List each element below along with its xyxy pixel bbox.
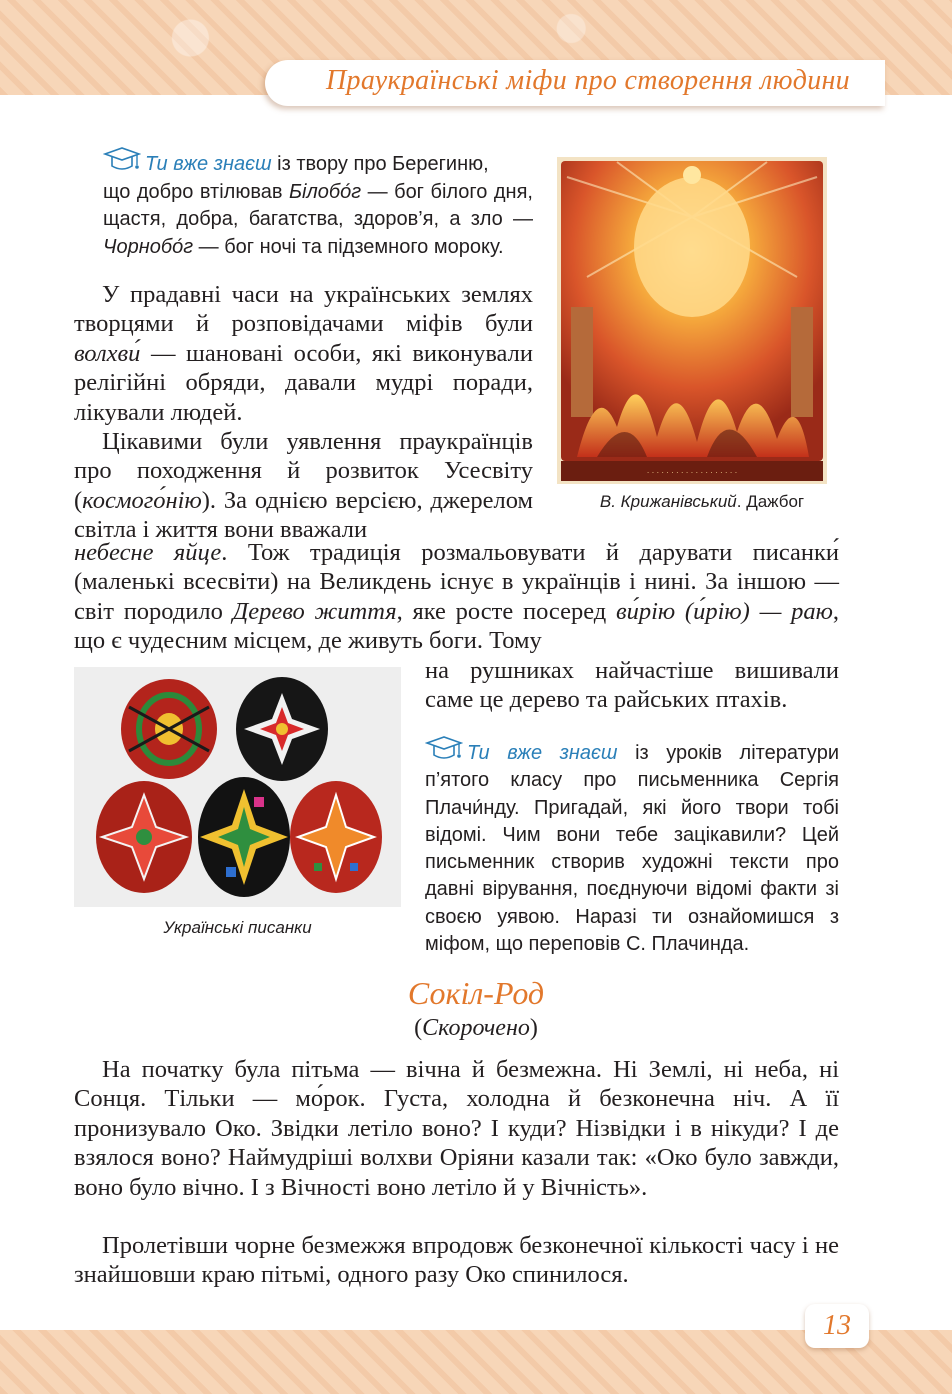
note-line-4 bbox=[103, 234, 533, 262]
caption-title: . Дажбог bbox=[736, 492, 805, 511]
note-line-1 bbox=[103, 146, 533, 179]
note-text: із уроків літератури п’ятого класу про письменника Сергія Плачи́нду. Пригадай, які його твори тобі відомі. Чим вони тебе зацікавили? Цей письменник створив художні тексти про давні вірування, поєднуючи відомі факти зі своєю уявою. Наразі ти ознайомишся з міфом, що переповів С. Плачинда. bbox=[425, 742, 839, 956]
note-text: — бог білого дня, bbox=[361, 180, 533, 203]
paragraph-cosmogony-end: на рушниках найчастіше вишивали саме це дерево та райських птахів. bbox=[425, 657, 839, 714]
story-paragraph-2: Пролетівши чорне безмежжя впродовж безконечної кількості часу і не знайшовши краю пітьмі, одного разу Око спинилося. bbox=[74, 1232, 839, 1289]
note-you-know-2 bbox=[425, 735, 839, 958]
note-line-2 bbox=[103, 179, 533, 207]
paragraph-text: — шановані особи, які виконували релігійні обряди, давали мудрі поради, лікували людей. bbox=[74, 339, 533, 426]
term-volkhvy: волхви́ bbox=[74, 339, 141, 367]
pysanky-image bbox=[74, 667, 401, 907]
note-lead: Ти вже знаєш bbox=[145, 153, 272, 175]
note-text: — бог ночі та підземного мороку. bbox=[193, 235, 504, 258]
note-text: що добро втілював bbox=[103, 180, 289, 203]
story-paragraph-1: На початку була пітьма — вічна й безмежна. Ні Землі, ні неба, ні Сонця. Тільки — мо́рок. Густа, холодна й безконечна ніч. А її пронизувало Око. Звідки летіло воно? І куди? Нізвідки і в нікуди? І де взялося воно? Наймудріші волхви Оріяни казали так: «Око було завжди, воно було вічно. І з Вічності воно летіло й у Вічність». bbox=[74, 1056, 839, 1201]
svg-text:· · · · · · · · · · · · · · ·: · · · · · · · · · · · · · · · · · · · bbox=[646, 468, 738, 477]
caption-pysanky: Українські писанки bbox=[163, 918, 312, 937]
caption-dazhbog bbox=[557, 492, 847, 512]
caption-author: В. Крижанівський bbox=[599, 492, 737, 511]
page-title: Праукраїнські міфи про створення людини bbox=[326, 65, 850, 96]
term-cosmogony: космого́нію bbox=[82, 486, 202, 514]
painting-dazhbog-image bbox=[557, 157, 827, 484]
paragraph-text: , яке росте посеред bbox=[396, 597, 616, 625]
story-subtitle bbox=[0, 1015, 952, 1042]
paragraph-text: . Тож традиція розмальовувати й дарувати писанки́ (маленькі всесвіти) на Великдень існує в українців і нині. За іншою — світ породило bbox=[74, 539, 840, 625]
subtitle-text: Скорочено bbox=[422, 1015, 530, 1041]
story-title: Сокіл-Род bbox=[407, 975, 545, 1011]
paragraph-cosmogony bbox=[74, 427, 533, 545]
paragraph-text: , що є чудесним місцем, де живуть боги. Тому bbox=[74, 597, 839, 655]
paragraph-text: ). За однією версією, джерелом світла і життя вони вважали bbox=[74, 486, 533, 544]
painting-dazhbog bbox=[557, 157, 827, 484]
term-tree-of-life: Дерево життя bbox=[232, 597, 397, 625]
graduation-cap-icon bbox=[103, 146, 141, 176]
photo-pysanky bbox=[74, 667, 401, 907]
note-text: із твору про Берегиню, bbox=[271, 153, 489, 175]
graduation-cap-icon bbox=[425, 735, 463, 765]
paragraph-text: Цікавими були уявлення праукраїнців про походження й розвиток Усесвіту ( bbox=[74, 428, 533, 514]
paren: ) bbox=[529, 1015, 538, 1041]
paragraph-volkhvy bbox=[74, 280, 533, 427]
page-number: 13 bbox=[805, 1304, 869, 1348]
note-lead: Ти вже знаєш bbox=[467, 742, 618, 764]
paragraph-cosmogony-cont bbox=[74, 538, 839, 656]
term-sky-egg: небесне яйце bbox=[74, 539, 222, 566]
term-vyrii: ви́рію (и́рію) — раю bbox=[615, 597, 833, 625]
paren: ( bbox=[414, 1015, 423, 1041]
term-chornobog: Чорнобо́г bbox=[103, 235, 194, 258]
note-line-3: щастя, добра, багатства, здоров’я, а зло — bbox=[103, 208, 533, 230]
paragraph-text: У прадавні часи на українських землях творцями й розповідачами міфів були bbox=[74, 281, 533, 338]
term-bilobog: Білобо́г bbox=[288, 180, 362, 203]
note-you-know-1 bbox=[103, 146, 533, 261]
